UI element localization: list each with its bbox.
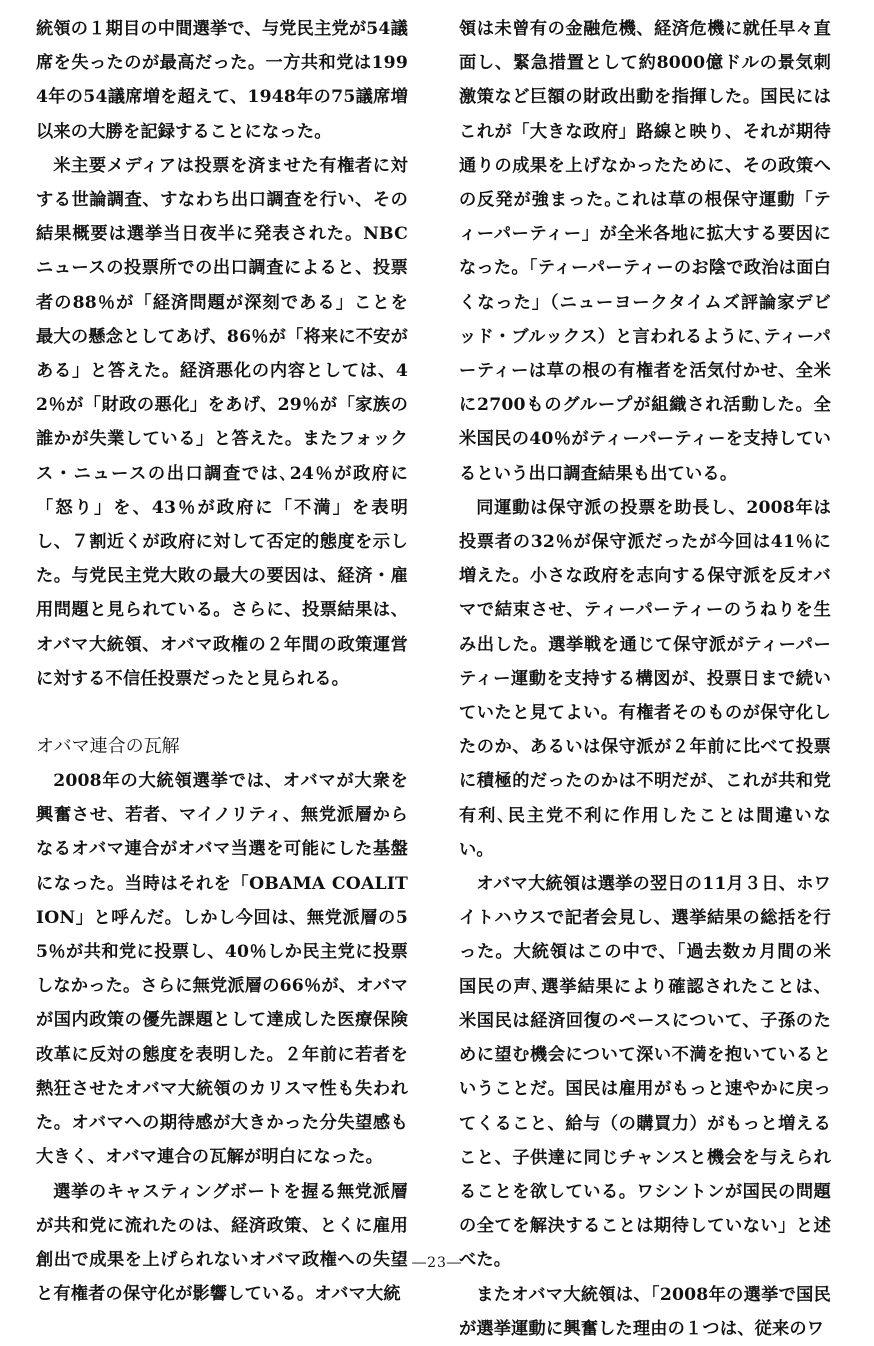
paragraph: またオバマ大統領は、「2008年の選挙で国民が選挙運動に興奮した理由の１つは、従来のワ bbox=[459, 1284, 831, 1339]
section-heading: オバマ連合の瓦解 bbox=[36, 736, 180, 758]
paragraph: 米主要メディアは投票を済ませた有権者に対する世論調査、すなわち出口調査を行い、その結果概要は選挙当日夜半に発表された。NBCニュースの投票所での出口調査によると、投票者の88％が「経済問題が深刻である」ことを最大の懸念としてあげ、86％が「将来に不安がある」と答えた。経済悪化の内容としては、42％が「財政の悪化」をあげ、29％が「家族の誰かが失業している」と答えた。またフォックス・ニュースの出口調査では､24％が政府に「怒り」を、43％が政府に「不満」を表明し、７割近くが政府に対して否定的態度を示した。与党民主党大敗の最大の要因は、経済・雇用問題と見られている。さらに、投票結果は、オバマ大統領、オバマ政権の２年間の政策運営に対する不信任投票だったと見られる。 bbox=[36, 155, 408, 689]
paragraph: 統領の１期目の中間選挙で、与党民主党が54議席を失ったのが最高だった。一方共和党は1994年の54議席増を超えて、1948年の75議席増以来の大勝を記録することになった。 bbox=[36, 19, 408, 142]
left-column bbox=[36, 12, 408, 1311]
paragraph: 同運動は保守派の投票を助長し、2008年は投票者の32％が保守派だったが今回は41％に増えた。小さな政府を志向する保守派を反オバマで結束させ、ティーパーティーのうねりを生み出した。選挙戦を通じて保守派がティーパーティー運動を支持する構図が、投票日まで続いていたと見てよい。有権者そのものが保守化したのか、あるいは保守派が２年前に比べて投票に積極的だったのかは不明だが、これが共和党有利､民主党不利に作用したことは間違いない。 bbox=[459, 497, 831, 860]
paragraph: 2008年の大統領選挙では、オバマが大衆を興奮させ、若者、マイノリティ、無党派層からなるオバマ連合がオバマ当選を可能にした基盤になった。当時はそれを「OBAMA COALITION」と呼んだ。しかし今回は、無党派層の55％が共和党に投票し、40％しか民主党に投票しなかった。さらに無党派層の66％が、オバマが国内政策の優先課題として達成した医療保険改革に反対の態度を表明した。２年前に若者を熱狂させたオバマ大統領のカリスマ性も失われた。オバマへの期待感が大きかった分失望感も大きく、オバマ連合の瓦解が明白になった。 bbox=[36, 771, 408, 1168]
right-column bbox=[459, 12, 831, 1346]
paragraph: 領は未曾有の金融危機、経済危機に就任早々直面し、緊急措置として約8000億ドルの景気刺激策など巨額の財政出動を指揮した。国民にはこれが「大きな政府」路線と映り、それが期待通りの成果を上げなかったために、その政策への反発が強まった｡これは草の根保守運動「ティーパーティー」が全米各地に拡大する要因になった。「ティーパーティーのお陰で政治は面白くなった」（ニューヨークタイムズ評論家デビッド・ブルックス）と言われるように､ティーパーティーは草の根の有権者を活気付かせ、全米に2700ものグループが組織され活動した。全米国民の40％がティーパーティーを支持しているという出口調査結果も出ている。 bbox=[459, 19, 831, 484]
paragraph: 選挙のキャスティングボートを握る無党派層が共和党に流れたのは、経済政策、とくに雇用創出で成果を上げられないオバマ政権への失望と有権者の保守化が影響している。オバマ大統 bbox=[36, 1181, 408, 1305]
paragraph: オバマ大統領は選挙の翌日の11月３日、ホワイトハウスで記者会見し、選挙結果の総括を行った。大統領はこの中で、「過去数カ月間の米国民の声､選挙結果により確認されたことは、米国民は経済回復のペースについて、子孫のために望む機会について深い不満を抱いているということだ。国民は雇用がもっと速やかに戻ってくること、給与（の購買力）がもっと増えること、子供達に同じチャンスと機会を与えられることを欲している。ワシントンが国民の問題の全てを解決することは期待していない」と述べた。 bbox=[459, 874, 831, 1271]
page-number: ―23― bbox=[412, 1255, 462, 1271]
